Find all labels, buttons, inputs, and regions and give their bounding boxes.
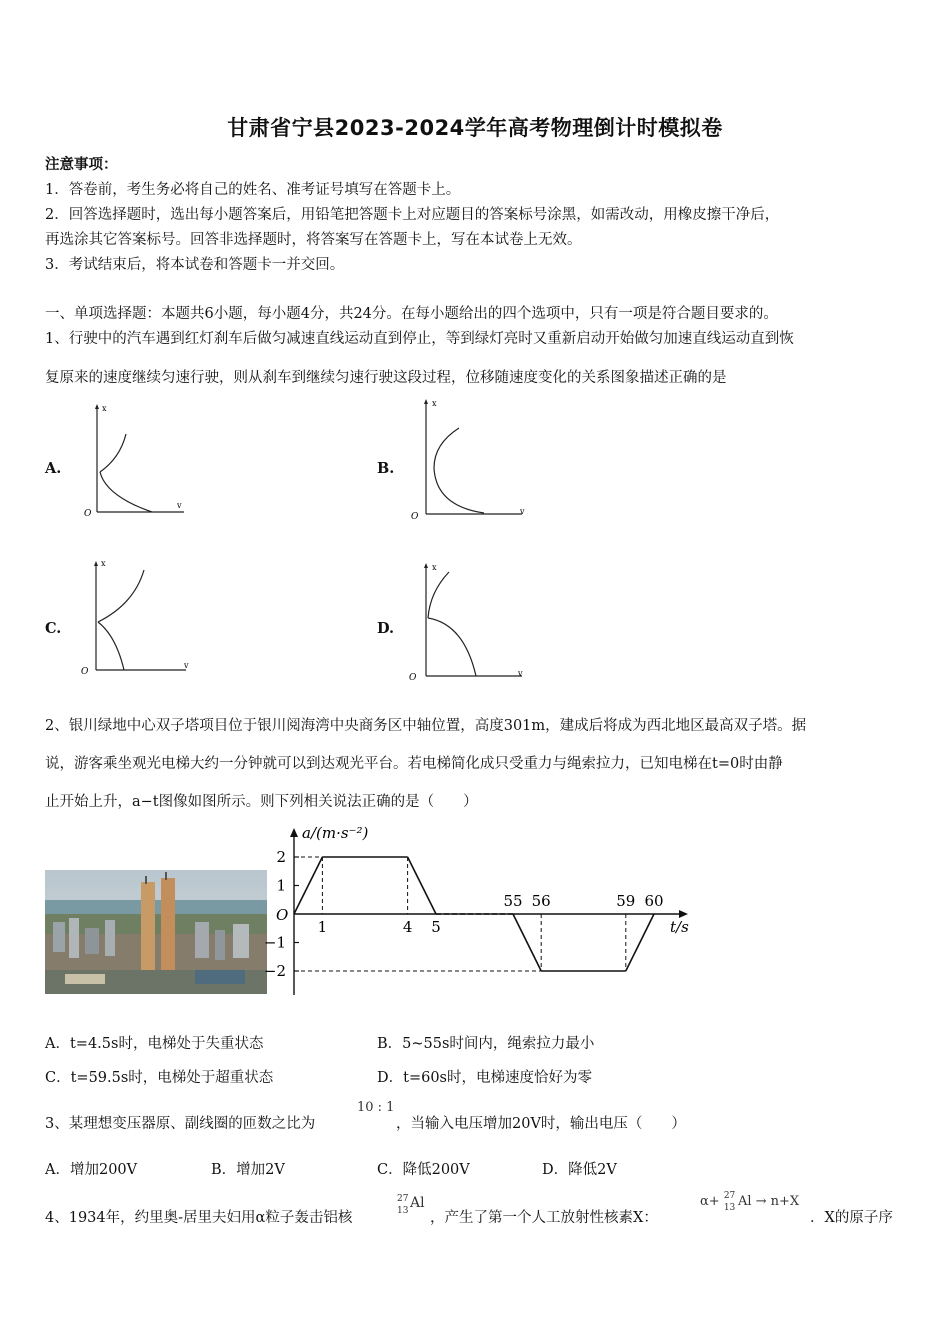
question-1-text: 复原来的速度继续匀速行驶，则从刹车到继续匀速行驶这段过程，位移随速度变化的关系图象描述正确的是 [45,370,727,386]
x-tick-label: 56 [531,892,551,910]
graph-option-c [76,554,196,678]
y-arrow [424,563,428,568]
question-4-text-after: ．X的原子序 [810,1210,893,1226]
a-axis-label: a/(m·s⁻²) [302,824,369,842]
x-tick-label: 5 [431,918,441,936]
origin-label: O [411,512,419,522]
series-segment [408,857,436,914]
notice-item: 3．考试结束后，将本试卷和答题卡一并交回。 [45,257,345,273]
curve-up [428,572,449,618]
question-2-text: 止开始上升，a−t图像如图所示。则下列相关说法正确的是（ ） [45,794,478,810]
q3-option-c[interactable]: C．降低200V [377,1162,470,1178]
q2-option-c[interactable]: C．t=59.5s时，电梯处于超重状态 [45,1070,274,1086]
a-t-graph [263,820,700,1000]
y-tick-label: 2 [276,848,286,866]
curve-down [428,618,476,676]
q3-option-b[interactable]: B．增加2V [211,1162,285,1178]
notice-item: 再选涂其它答案标号。回答非选择题时，将答案写在答题卡上，写在本试卷上无效。 [45,232,582,248]
y-arrow [94,561,98,566]
curve-up [434,428,459,468]
option-a-label[interactable]: A. [45,460,62,477]
curve-down [100,472,152,512]
question-3-text-before: 3、某理想变压器原、副线圈的匝数之比为 [45,1116,316,1132]
x-tick-label: 1 [317,918,328,936]
question-2-text: 说，游客乘坐观光电梯大约一分钟就可以到达观光平台。若电梯简化成只受重力与绳索拉力，已知电梯在t=0时由静 [45,756,783,772]
x-tick-label: 4 [402,918,413,936]
x-tick-label: 60 [644,892,664,910]
mass-number: 27 [723,1191,736,1201]
question-1-text: 1、行驶中的汽车遇到红灯刹车后做匀减速直线运动直到停止，等到绿灯亮时又重新启动开始做匀加速直线运动直到恢 [45,331,794,347]
origin-label: O [276,906,289,924]
question-4-text-before: 4、1934年，约里奥-居里夫妇用α粒子轰击铝核 [45,1210,353,1226]
nuclear-reaction [700,1191,800,1213]
option-b-label[interactable]: B. [377,460,395,477]
turns-ratio: 10 : 1 [357,1100,395,1115]
notice-item: 1．答卷前，考生务必将自己的姓名、准考证号填写在答题卡上。 [45,182,461,198]
q3-option-d[interactable]: D．降低2V [542,1162,617,1178]
page-title: 甘肃省宁县2023-2024学年高考物理倒计时模拟卷 [227,116,723,140]
q2-option-d[interactable]: D．t=60s时，电梯速度恰好为零 [377,1070,592,1086]
a-axis-arrow [290,828,298,837]
option-d-label[interactable]: D. [377,620,395,637]
graph-option-a [78,398,188,520]
axis-label-x: x [102,404,107,413]
series-segment [513,914,541,971]
y-tick-label: −2 [263,962,286,980]
origin-label: O [84,509,92,519]
t-axis-arrow [679,910,688,918]
x-tick-label: 55 [503,892,523,910]
axis-label-x: x [432,399,437,408]
option-c-label[interactable]: C. [45,620,62,637]
curve-down [98,622,124,670]
atomic-number: 13 [397,1206,409,1216]
question-3-text-after: ，当输入电压增加20V时，输出电压（ ） [396,1116,686,1132]
graph-option-d [404,558,534,682]
axis-label-v: v [520,507,525,516]
question-4-text-middle: ，产生了第一个人工放射性核素X： [430,1210,658,1226]
axis-label-x: x [432,563,437,572]
twin-towers-photo [45,870,267,994]
curve-up [100,434,126,472]
section-heading: 一、单项选择题：本题共6小题，每小题4分，共24分。在每小题给出的四个选项中，只有一项是符合题目要求的。 [45,306,778,322]
mass-number: 27 [397,1194,409,1204]
axis-label-v: v [184,661,189,670]
q2-option-a[interactable]: A．t=4.5s时，电梯处于失重状态 [45,1036,264,1052]
reaction-right: Al → n+X [737,1194,800,1209]
notice-item: 2．回答选择题时，选出每小题答案后，用铅笔把答题卡上对应题目的答案标号涂黑，如需改动，用橡皮擦干净后， [45,207,780,223]
y-tick-label: −1 [263,933,286,952]
y-arrow [424,399,428,404]
origin-label: O [81,667,89,677]
axis-label-v: v [177,501,182,510]
question-2-text: 2、银川绿地中心双子塔项目位于银川阅海湾中央商务区中轴位置，高度301m，建成后将成为西北地区最高双子塔。据 [45,718,807,734]
notice-heading: 注意事项： [45,156,118,173]
atomic-number: 13 [723,1203,736,1213]
q3-option-a[interactable]: A．增加200V [45,1162,138,1178]
graph-option-b [404,394,534,524]
reaction-left: α+ [700,1194,720,1209]
y-tick-label: 1 [276,876,286,895]
curve-down [434,468,484,513]
series-segment [626,914,654,971]
axis-label-v: v [518,669,523,678]
y-arrow [95,404,99,409]
element-symbol: Al [410,1195,425,1211]
axis-label-x: x [101,559,106,568]
origin-label: O [409,673,417,683]
t-axis-label: t/s [670,918,689,936]
x-tick-label: 59 [616,892,636,910]
curve-up [98,570,144,622]
q2-option-b[interactable]: B．5~55s时间内，绳索拉力最小 [377,1036,595,1052]
